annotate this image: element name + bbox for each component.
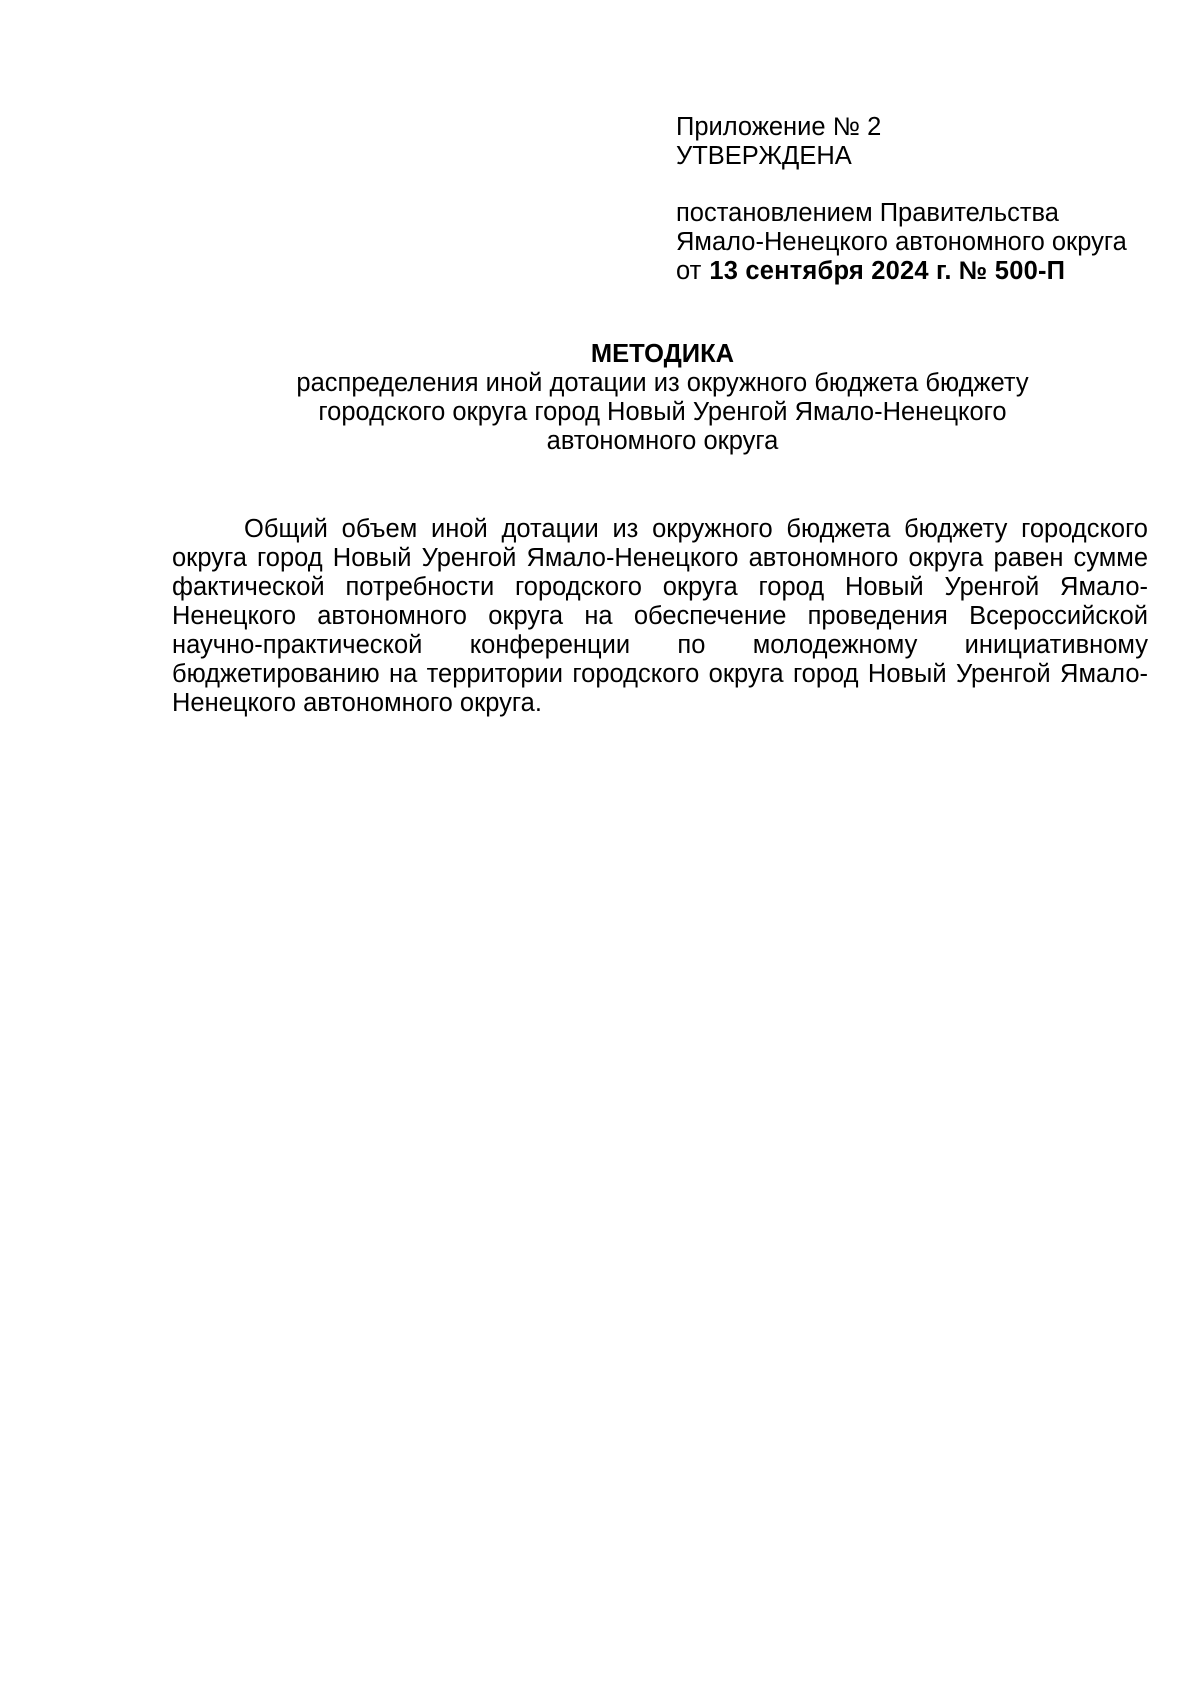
appendix-number: Приложение № 2 <box>676 113 882 141</box>
decree-date-line <box>676 257 1176 286</box>
document-title: МЕТОДИКА <box>590 340 735 368</box>
title-line-1: распределения иной дотации из окружного бюджета бюджету <box>296 369 1029 397</box>
title-block <box>170 340 1155 456</box>
approved-label: УТВЕРЖДЕНА <box>676 142 852 170</box>
decree-date-number: 13 сентября 2024 г. № 500-П <box>709 257 1066 285</box>
date-prefix: от <box>676 257 702 285</box>
title-line-3: автономного округа <box>546 427 779 455</box>
decree-line-2: Ямало-Ненецкого автономного округа <box>676 228 1127 256</box>
decree-line-1: постановлением Правительства <box>676 199 1059 227</box>
approval-block <box>676 113 1176 286</box>
title-line-2: городского округа город Новый Уренгой Ямало-Ненецкого <box>318 398 1007 426</box>
body-paragraph: Общий объем иной дотации из окружного бюджета бюджету городского округа город Новый Уренгой Ямало-Ненецкого автономного округа равен сумме фактической потребности городского округа город Новый Уренгой Ямало-Ненецкого автономного округа на обеспечение проведения Всероссийской научно-практической конференции по молодежному инициативному бюджетированию на территории городского округа город Новый Уренгой Ямало-Ненецкого автономного округа. <box>172 515 1148 717</box>
spacer <box>676 171 1176 199</box>
